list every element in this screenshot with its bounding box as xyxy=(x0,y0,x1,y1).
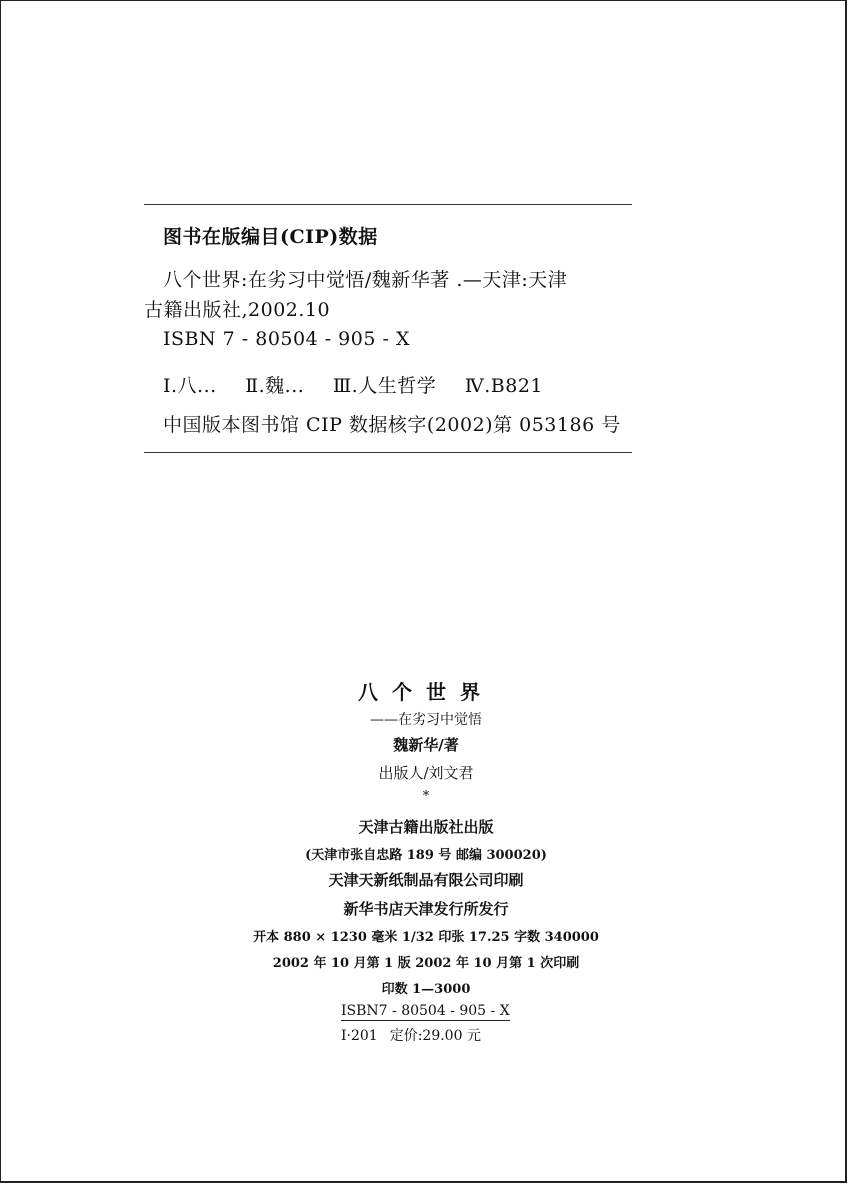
colophon-title: 八个世界 xyxy=(358,680,494,704)
colophon-author: 魏新华/著 xyxy=(393,736,459,754)
colophon-printer: 天津天新纸制品有限公司印刷 xyxy=(328,871,524,889)
colophon-isbn: ISBN7 - 80504 - 905 - X xyxy=(341,1003,510,1019)
cip-bottom-rule xyxy=(144,452,632,453)
cip-isbn: ISBN 7 - 80504 - 905 - X xyxy=(163,328,410,350)
cip-top-rule xyxy=(144,204,632,205)
colophon-category: I·201 xyxy=(341,1028,378,1044)
colophon-edition: 2002 年 10 月第 1 版 2002 年 10 月第 1 次印刷 xyxy=(272,956,580,971)
colophon-separator: * xyxy=(422,789,430,804)
cip-class-3: Ⅲ.人生哲学 xyxy=(332,375,437,397)
cip-class-2: Ⅱ.魏... xyxy=(245,375,305,397)
cip-publisher-line: 古籍出版社,2002.10 xyxy=(144,299,331,321)
colophon-print-run: 印数 1—3000 xyxy=(381,982,471,997)
colophon-distributor: 新华书店天津发行所发行 xyxy=(343,900,509,918)
colophon-publisher-person: 出版人/刘文君 xyxy=(378,764,474,782)
colophon-price-line xyxy=(341,1025,481,1045)
cip-library-note: 中国版本图书馆 CIP 数据核字(2002)第 053186 号 xyxy=(163,414,621,436)
colophon-specs: 开本 880 × 1230 毫米 1/32 印张 17.25 字数 340000 xyxy=(253,930,599,945)
colophon-subtitle: ——在劣习中觉悟 xyxy=(370,712,482,728)
cip-classification xyxy=(163,371,565,398)
cip-class-4: Ⅳ.B821 xyxy=(464,375,544,397)
cip-heading: 图书在版编目(CIP)数据 xyxy=(163,226,378,248)
colophon-price: 定价:29.00 元 xyxy=(389,1028,481,1044)
cip-title-line: 八个世界:在劣习中觉悟/魏新华著 .—天津:天津 xyxy=(163,269,568,291)
colophon-publisher: 天津古籍出版社出版 xyxy=(358,818,494,836)
colophon-address: (天津市张自忠路 189 号 邮编 300020) xyxy=(305,848,547,863)
cip-class-1: Ⅰ.八... xyxy=(163,375,217,397)
